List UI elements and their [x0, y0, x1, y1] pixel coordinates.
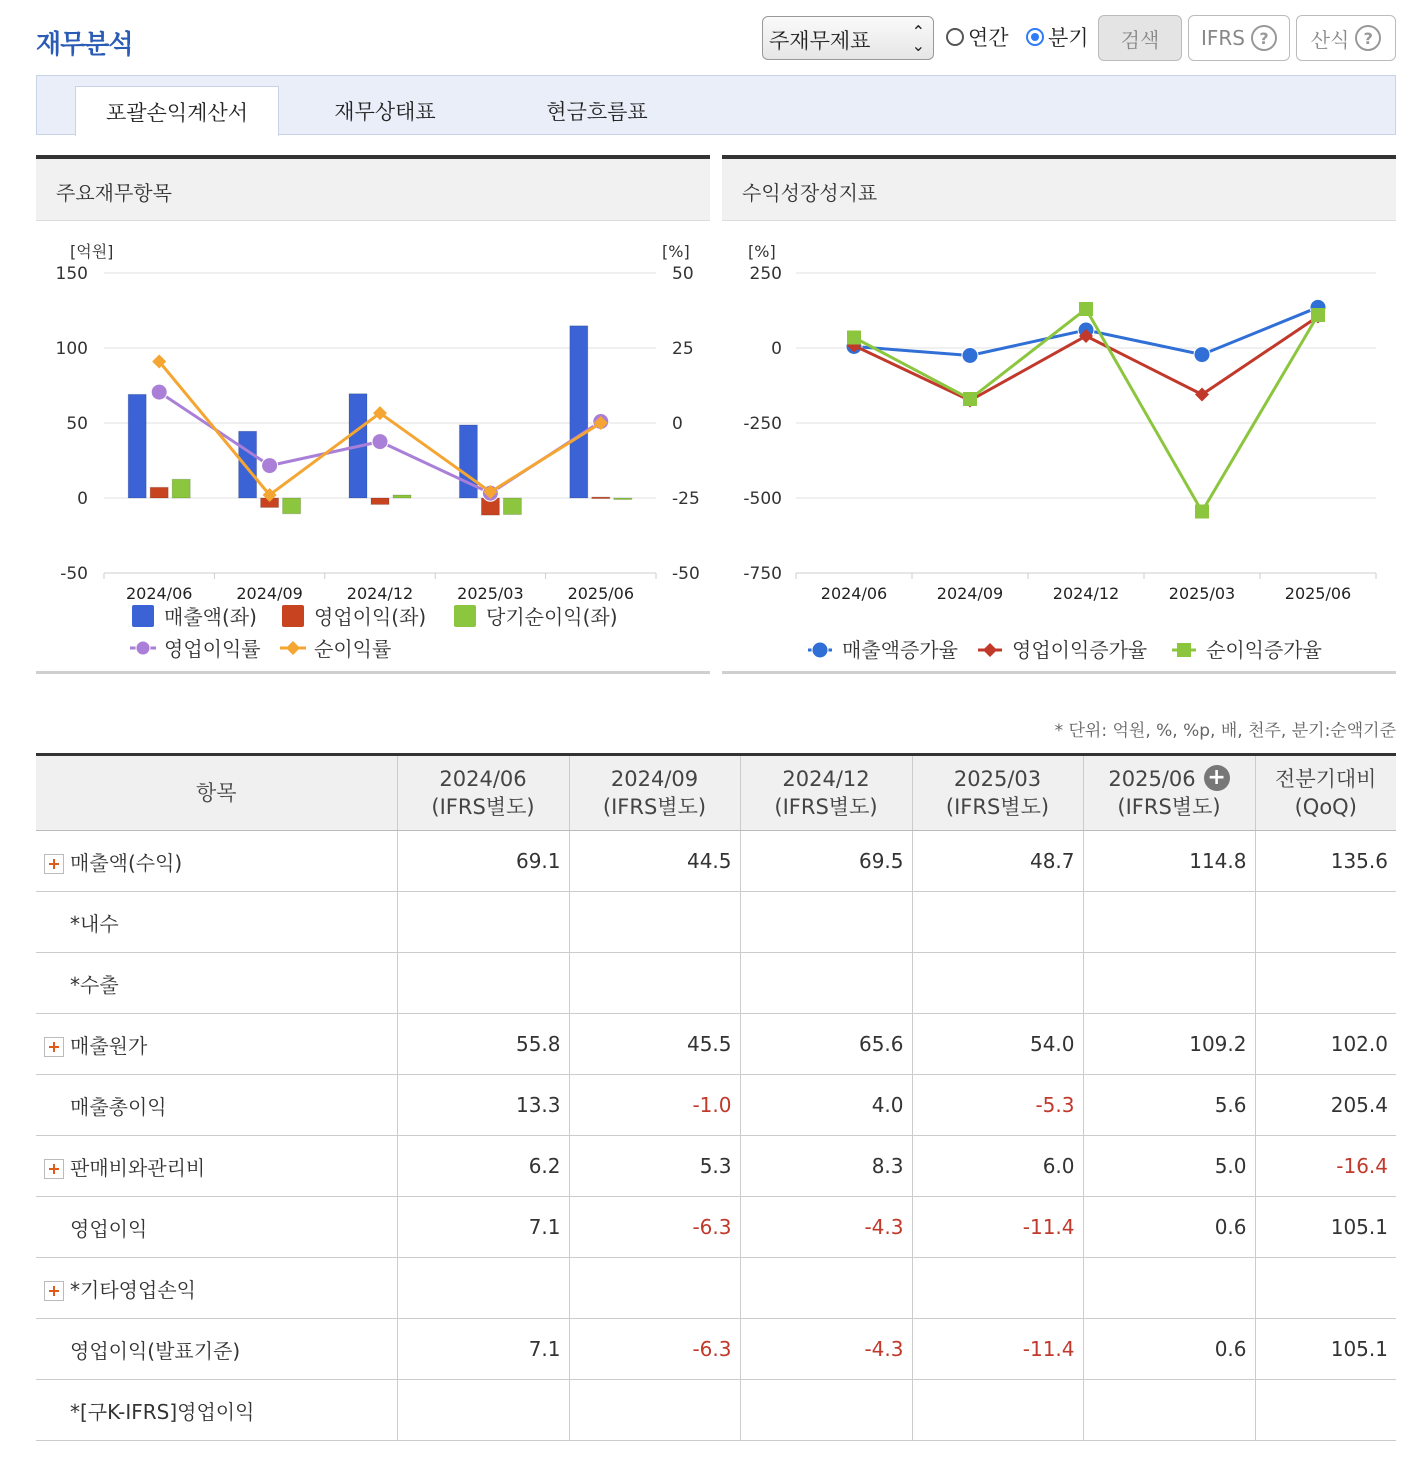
table-cell [912, 1197, 1083, 1258]
table-cell [569, 1136, 740, 1197]
header-period: 2024/12 [782, 767, 870, 791]
table-cell [569, 1319, 740, 1380]
table-cell [397, 1014, 569, 1075]
legend-marker [1177, 643, 1191, 657]
table-cell [1083, 1014, 1255, 1075]
data-point [372, 434, 388, 450]
cell-value: 6.0 [1042, 1154, 1075, 1178]
row-label-text: *기타영업손익 [70, 1277, 196, 1302]
cell-value: 54.0 [1029, 1032, 1075, 1056]
legend-label: 영업이익(좌) [314, 605, 427, 629]
cell-value: -4.3 [864, 1337, 904, 1361]
table-row [36, 1136, 1396, 1197]
search-button-label: 검색 [1120, 27, 1160, 52]
left-tick-label: -50 [60, 564, 88, 584]
table-cell [1083, 1136, 1255, 1197]
expand-plus-icon[interactable] [44, 854, 64, 874]
row-label-text: 매출액(수익) [70, 850, 183, 875]
cell-value: -16.4 [1336, 1154, 1388, 1178]
bar [503, 498, 521, 515]
row-label [36, 1319, 397, 1380]
bar [393, 495, 411, 498]
row-label [36, 1075, 397, 1136]
cell-value: -11.4 [1022, 1337, 1075, 1361]
tab-balance-sheet[interactable]: 재무상태표 [334, 100, 436, 124]
header-period: 전분기대비 [1275, 767, 1377, 791]
row-label-text: 판매비와관리비 [70, 1155, 206, 1180]
page-title: 재무분석 [36, 30, 133, 60]
radio-annual-circle[interactable] [946, 28, 964, 46]
bar [614, 498, 632, 500]
table-row [36, 1258, 1396, 1319]
legend-swatch [132, 605, 154, 627]
cell-value: 8.3 [871, 1154, 904, 1178]
table-cell [569, 892, 740, 953]
left-tick-label: 0 [77, 489, 88, 509]
legend-marker [136, 641, 150, 655]
cell-value: 44.5 [686, 849, 732, 873]
table-cell [1083, 1319, 1255, 1380]
left-panel-divider [36, 671, 710, 674]
x-tick-label: 2025/06 [567, 584, 635, 603]
row-label [36, 953, 397, 1014]
help-icon: ? [1251, 25, 1277, 51]
income-statement-table [36, 753, 1396, 1441]
table-cell [1083, 1197, 1255, 1258]
bar [592, 497, 610, 499]
x-tick-label: 2024/12 [346, 584, 414, 603]
table-cell [740, 1014, 912, 1075]
header-item: 항목 [36, 755, 397, 831]
table-cell [740, 1075, 912, 1136]
legend-label: 순이익증가율 [1206, 638, 1322, 662]
table-cell [397, 892, 569, 953]
table-cell [740, 1380, 912, 1441]
cell-value: 7.1 [528, 1337, 561, 1361]
table-cell [569, 831, 740, 892]
table-row [36, 831, 1396, 892]
cell-value: 5.6 [1214, 1093, 1247, 1117]
table-row [36, 1014, 1396, 1075]
legend-swatch [282, 605, 304, 627]
cell-value: 135.6 [1330, 849, 1388, 873]
table-cell [1255, 1258, 1396, 1319]
header-col-5 [1255, 755, 1396, 831]
legend-label: 매출액증가율 [842, 638, 958, 662]
header-period: 2025/03 [953, 767, 1042, 791]
right-tick-label: 0 [672, 414, 683, 434]
cell-value: 102.0 [1330, 1032, 1388, 1056]
table-row [36, 953, 1396, 1014]
table-cell [912, 1258, 1083, 1319]
unit-note: * 단위: 억원, %, %p, 배, 천주, 분기:순액기준 [1054, 721, 1396, 741]
table-cell [569, 1075, 740, 1136]
table-cell [397, 1136, 569, 1197]
header-basis: (IFRS별도) [602, 795, 707, 819]
table-cell [1255, 1136, 1396, 1197]
y-tick-label: 0 [771, 339, 782, 359]
expand-plus-icon[interactable] [44, 1281, 64, 1301]
row-label-text: 매출총이익 [70, 1094, 167, 1119]
x-tick-label: 2024/09 [936, 584, 1004, 603]
row-label [36, 892, 397, 953]
bar [239, 431, 257, 498]
data-point [1194, 347, 1210, 363]
table-cell [1255, 892, 1396, 953]
expand-plus-icon[interactable] [44, 1159, 64, 1179]
radio-quarter-label: 분기 [1048, 26, 1089, 50]
table-cell [397, 1319, 569, 1380]
table-cell [740, 892, 912, 953]
cell-value: -5.3 [1035, 1093, 1075, 1117]
left-tick-label: 50 [66, 414, 88, 434]
table-cell [1255, 1319, 1396, 1380]
cell-value: 105.1 [1330, 1215, 1388, 1239]
y-tick-label: -250 [743, 414, 782, 434]
cell-value: 69.1 [515, 849, 561, 873]
table-cell [740, 831, 912, 892]
cell-value: 69.5 [858, 849, 904, 873]
radio-quarter-circle[interactable] [1026, 28, 1044, 46]
table-cell [397, 1197, 569, 1258]
help-icon: ? [1355, 25, 1381, 51]
table-cell [1083, 1258, 1255, 1319]
table-cell [569, 953, 740, 1014]
growth-indicators-chart [722, 222, 1396, 670]
statement-select[interactable] [762, 16, 934, 60]
table-row [36, 1197, 1396, 1258]
header-col-3 [912, 755, 1083, 831]
table-cell [912, 892, 1083, 953]
table-cell [397, 1075, 569, 1136]
table-cell [1083, 1380, 1255, 1441]
cell-value: 45.5 [686, 1032, 732, 1056]
y-tick-label: -750 [743, 564, 782, 584]
y-tick-label: 250 [749, 264, 782, 284]
radio-annual-label: 연간 [968, 26, 1009, 50]
row-label-text: 영업이익(발표기준) [70, 1338, 241, 1363]
chevron-updown-icon: ⌃ ⌄ [911, 22, 925, 55]
header-basis: (IFRS별도) [431, 795, 535, 819]
bar [371, 498, 389, 504]
header-col-1 [569, 755, 740, 831]
table-cell [397, 1258, 569, 1319]
row-label [36, 1197, 397, 1258]
header-basis: (IFRS별도) [774, 795, 878, 819]
row-label[interactable] [36, 1136, 397, 1197]
right-tick-label: 50 [672, 264, 694, 284]
row-label-text: 매출원가 [70, 1033, 148, 1058]
header-basis: (IFRS별도) [945, 795, 1050, 819]
x-tick-label: 2025/03 [457, 584, 524, 603]
tab-income-statement[interactable]: 포괄손익계산서 [75, 86, 279, 136]
right-panel-title: 수익성장성지표 [722, 155, 1396, 221]
cell-value: -1.0 [692, 1093, 732, 1117]
table-cell [912, 1075, 1083, 1136]
legend-swatch [454, 605, 476, 627]
cell-value: -4.3 [864, 1215, 904, 1239]
table-row [36, 1319, 1396, 1380]
table-cell [1255, 1380, 1396, 1441]
cell-value: 109.2 [1189, 1032, 1247, 1056]
cell-value: 55.8 [515, 1032, 561, 1056]
table-cell [1083, 892, 1255, 953]
table-row [36, 1380, 1396, 1441]
right-tick-label: -25 [672, 489, 700, 509]
row-label-text: *[구K-IFRS]영업이익 [70, 1399, 255, 1424]
expand-plus-icon[interactable] [44, 1037, 64, 1057]
expand-columns-icon[interactable]: + [1204, 765, 1230, 791]
ifrs-button-label: IFRS [1201, 26, 1245, 50]
header-period: 2024/09 [610, 767, 699, 791]
row-label-text: *내수 [70, 911, 119, 936]
table-row [36, 1075, 1396, 1136]
data-point [1311, 308, 1325, 322]
legend-marker [286, 641, 300, 655]
bar [283, 498, 301, 514]
row-label-text: 영업이익 [70, 1216, 148, 1241]
cell-value: 48.7 [1029, 849, 1075, 873]
y-axis-unit: [%] [748, 242, 776, 261]
table-cell [912, 1136, 1083, 1197]
left-axis-unit: [억원] [70, 242, 114, 261]
legend-label: 영업이익률 [164, 637, 261, 661]
header-basis: (QoQ) [1294, 795, 1357, 819]
x-tick-label: 2024/12 [1052, 584, 1120, 603]
x-tick-label: 2024/06 [820, 584, 888, 603]
right-tick-label: 25 [672, 339, 694, 359]
legend-label: 당기순이익(좌) [486, 605, 618, 629]
right-panel-divider [722, 671, 1396, 674]
header-period: 2025/06 [1108, 767, 1196, 791]
data-point [963, 392, 977, 406]
left-tick-label: 100 [55, 339, 88, 359]
table-cell [740, 1319, 912, 1380]
bar [570, 326, 588, 498]
x-tick-label: 2025/06 [1284, 584, 1352, 603]
header-col-2 [740, 755, 912, 831]
legend-marker [812, 642, 828, 658]
statement-tabs [36, 75, 1396, 135]
table-cell [1083, 953, 1255, 1014]
table-cell [912, 1319, 1083, 1380]
cell-value: -11.4 [1022, 1215, 1075, 1239]
bar [172, 479, 190, 498]
cell-value: 205.4 [1330, 1093, 1388, 1117]
table-cell [1255, 1014, 1396, 1075]
ifrs-button[interactable] [1188, 15, 1290, 61]
cell-value: 4.0 [871, 1093, 904, 1117]
table-cell [1255, 1197, 1396, 1258]
bar [150, 487, 168, 498]
statement-select-value: 주재무제표 [769, 29, 871, 53]
table-cell [569, 1380, 740, 1441]
tab-cash-flow[interactable]: 현금흐름표 [546, 100, 648, 124]
table-cell [740, 1136, 912, 1197]
table-cell [912, 953, 1083, 1014]
series-line [159, 362, 601, 496]
row-label[interactable] [36, 831, 397, 892]
legend-marker [983, 643, 997, 657]
financial-items-chart [36, 222, 710, 670]
table-cell [397, 831, 569, 892]
x-tick-label: 2024/09 [236, 584, 303, 603]
legend-label: 영업이익증가율 [1012, 638, 1148, 662]
data-point [1195, 505, 1209, 519]
cell-value: 5.0 [1214, 1154, 1247, 1178]
table-cell [1083, 831, 1255, 892]
header-basis: (IFRS별도) [1117, 795, 1221, 819]
radio-annual[interactable] [946, 22, 1009, 52]
left-panel-title: 주요재무항목 [36, 155, 710, 221]
cell-value: 13.3 [515, 1093, 561, 1117]
x-tick-label: 2025/03 [1168, 584, 1236, 603]
data-point [962, 348, 978, 364]
table-cell [569, 1258, 740, 1319]
table-cell [1255, 831, 1396, 892]
data-point [847, 331, 861, 345]
cell-value: 105.1 [1330, 1337, 1388, 1361]
table-cell [1255, 953, 1396, 1014]
header-col-4 [1083, 755, 1255, 831]
row-label-text: *수출 [70, 972, 119, 997]
data-point [1079, 302, 1093, 316]
left-tick-label: 150 [55, 264, 88, 284]
cell-value: 7.1 [528, 1215, 561, 1239]
search-button[interactable] [1098, 15, 1182, 61]
legend-label: 순이익률 [314, 637, 392, 661]
table-row [36, 892, 1396, 953]
table-cell [569, 1197, 740, 1258]
table-cell [740, 953, 912, 1014]
cell-value: 114.8 [1189, 849, 1247, 873]
table-header-row [36, 755, 1396, 831]
table-cell [397, 1380, 569, 1441]
cell-value: 65.6 [858, 1032, 904, 1056]
right-axis-unit: [%] [662, 242, 690, 261]
data-point [151, 384, 167, 400]
table-cell [397, 953, 569, 1014]
y-tick-label: -500 [743, 489, 782, 509]
x-tick-label: 2024/06 [125, 584, 193, 603]
cell-value: 6.2 [528, 1154, 561, 1178]
table-cell [569, 1014, 740, 1075]
cell-value: -6.3 [692, 1337, 732, 1361]
cell-value: 5.3 [699, 1154, 732, 1178]
table-cell [740, 1197, 912, 1258]
row-label[interactable] [36, 1014, 397, 1075]
table-cell [740, 1258, 912, 1319]
table-cell [1255, 1075, 1396, 1136]
header-period: 2024/06 [439, 767, 527, 791]
formula-button-label: 산식 [1310, 27, 1350, 52]
table-cell [1083, 1075, 1255, 1136]
table-cell [912, 831, 1083, 892]
table-cell [912, 1014, 1083, 1075]
header-col-0 [397, 755, 569, 831]
cell-value: -6.3 [692, 1215, 732, 1239]
bar [128, 394, 146, 498]
legend-label: 매출액(좌) [164, 605, 257, 629]
row-label [36, 1380, 397, 1441]
cell-value: 0.6 [1214, 1215, 1247, 1239]
data-point [262, 458, 278, 474]
radio-quarter[interactable] [1026, 22, 1089, 52]
right-tick-label: -50 [672, 564, 700, 584]
table-cell [912, 1380, 1083, 1441]
row-label[interactable] [36, 1258, 397, 1319]
formula-button[interactable] [1296, 15, 1396, 61]
cell-value: 0.6 [1214, 1337, 1247, 1361]
